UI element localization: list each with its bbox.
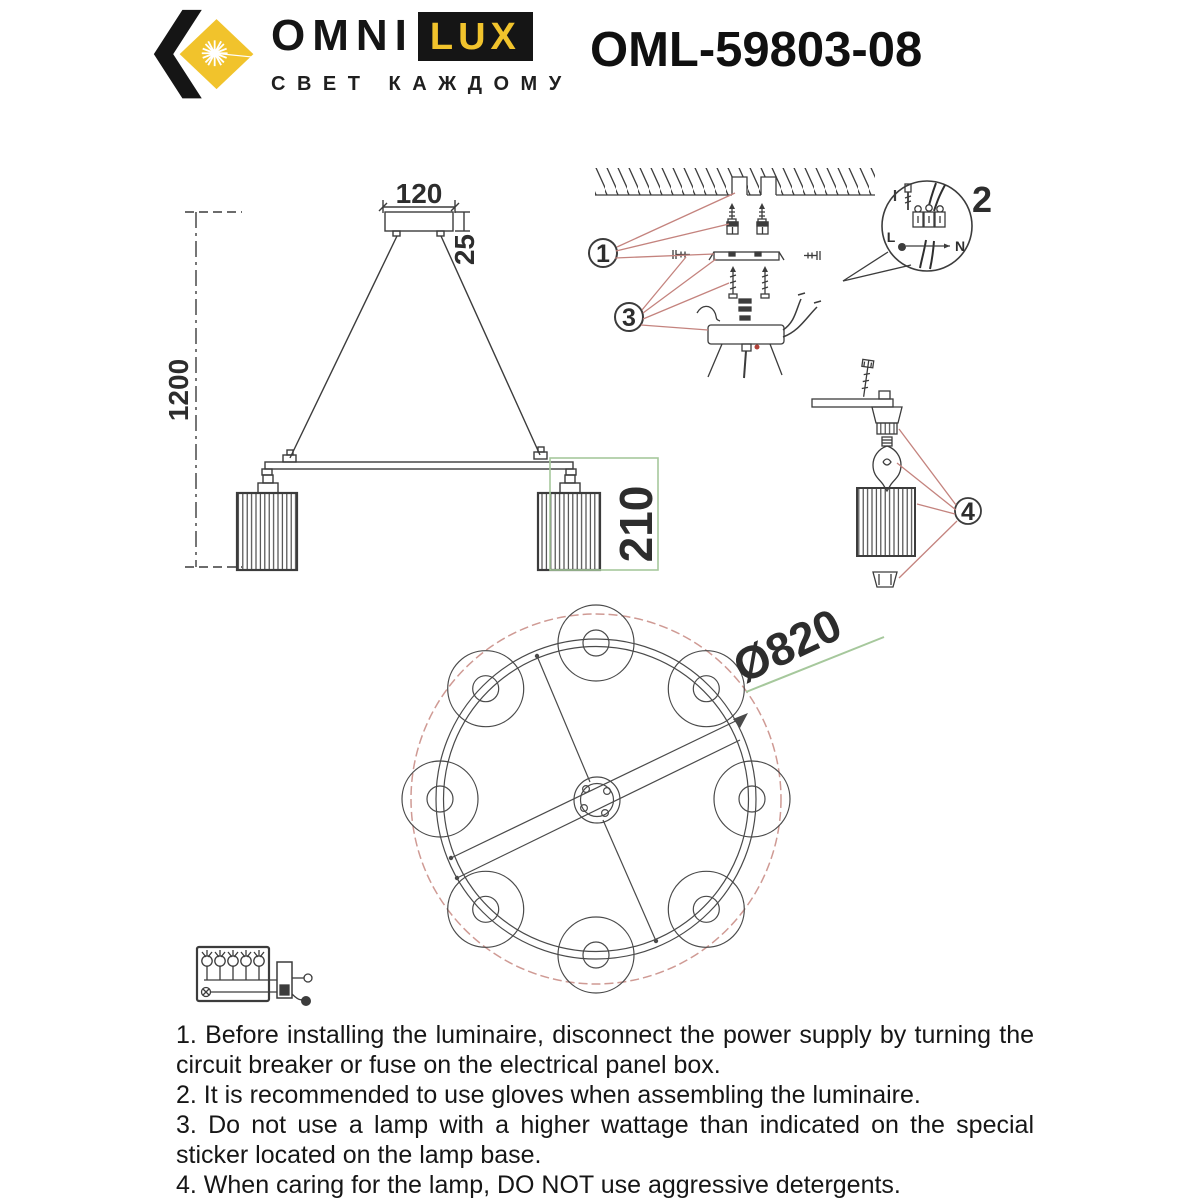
shade-left: [237, 493, 297, 570]
detail-shade: [857, 488, 915, 556]
dimension-overall-height: [163, 212, 242, 567]
dim-overall-height-label: 1200: [163, 358, 194, 422]
frame-ring-inner: [444, 647, 749, 952]
bottom-cup: [873, 572, 897, 587]
side-view-drawing: [163, 178, 662, 570]
ceiling-mount-diagram: [589, 168, 992, 378]
frame-ring-outer: [436, 639, 756, 959]
canopy-screw-left: [729, 266, 737, 298]
lamp-symbols: [202, 950, 264, 980]
canopy-side: [385, 212, 453, 231]
mounting-bracket: [709, 252, 784, 260]
lamp-left: [237, 475, 297, 570]
callout-4-label: 4: [961, 498, 975, 526]
callout-1: [589, 239, 617, 268]
washers-stack: [739, 299, 751, 320]
ring-bar: [265, 462, 573, 469]
dim-canopy-depth-label: 25: [449, 234, 480, 266]
lamp-right: [538, 475, 600, 570]
wiring-schematic: [197, 947, 312, 1006]
lamp-assembly-diagram: [812, 359, 981, 587]
callout-1-label: 1: [596, 240, 610, 268]
connector-block: [277, 962, 292, 998]
dimension-diameter: [725, 598, 884, 693]
center-hub: [574, 777, 620, 823]
red-marker-dot: [755, 345, 760, 350]
suspension-cable-right: [441, 236, 540, 455]
instruction-item-3: 3. Do not use a lamp with a higher wattage than indicated on the special sticker located on the lamp base.: [176, 1111, 1034, 1169]
instruction-item-1: 1. Before installing the luminaire, disconnect the power supply by turning the circuit breaker or fuse on the electrical panel box.: [176, 1021, 1034, 1079]
callout-4: [955, 498, 981, 526]
dim-diameter-label: Ø820: [725, 598, 850, 693]
shade-right: [538, 493, 600, 570]
terminal-neutral-label: N: [954, 238, 966, 254]
callout-3-label: 3: [622, 304, 636, 332]
dim-canopy-width-label: 120: [395, 178, 443, 209]
ceiling-canopy: [708, 325, 784, 378]
screwdriver-icon: [905, 184, 911, 210]
candle-bulb: [873, 437, 901, 491]
shade-positions: [402, 605, 790, 993]
shade-fixing-screw: [858, 359, 874, 397]
callout-2-label: 2: [971, 179, 993, 220]
suspension-cable-left: [290, 236, 397, 458]
mains-wires: [783, 293, 821, 337]
dimension-canopy-width: [379, 178, 459, 213]
safety-instructions: [176, 1020, 1034, 1200]
terminal-live-label: L: [886, 229, 896, 245]
callout-3: [615, 303, 643, 332]
ring-arm: [812, 399, 893, 407]
model-number: OML-59803-08: [590, 23, 923, 77]
top-view-drawing: [402, 598, 884, 993]
phase-terminal: [304, 974, 312, 982]
wall-anchor-right: [757, 203, 768, 234]
earth-terminal: [301, 996, 311, 1006]
brand-name-omni: OMNI: [271, 11, 414, 60]
brand-name-lux: LUX: [429, 15, 521, 58]
ground-terminal: [202, 988, 211, 997]
outer-diameter-circle: [411, 614, 781, 984]
instruction-item-2: 2. It is recommended to use gloves when assembling the luminaire.: [176, 1081, 921, 1109]
supply-wire-curl: [697, 306, 720, 321]
instruction-item-4: 4. When caring for the lamp, DO NOT use aggressive detergents.: [176, 1171, 901, 1199]
canopy-screw-right: [761, 266, 769, 298]
bracket-screw-right: [804, 251, 820, 260]
terminal-block: [913, 205, 945, 227]
lamp-socket: [872, 407, 902, 434]
wall-anchor-left: [727, 203, 738, 234]
brand-tagline: СВЕТ КАЖДОМУ: [271, 73, 573, 95]
dim-shade-height-label: 210: [610, 485, 662, 563]
